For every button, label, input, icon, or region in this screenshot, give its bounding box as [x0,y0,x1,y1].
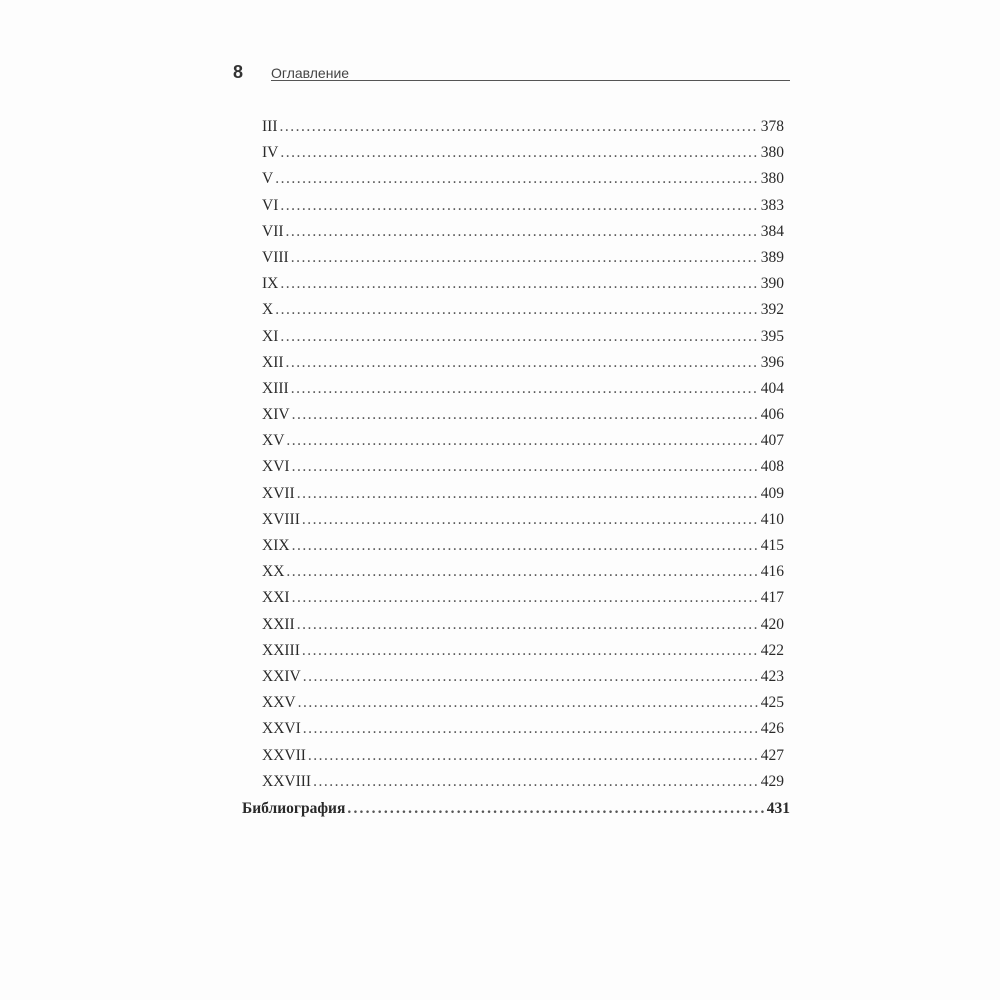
toc-entry-label: XXIII [262,641,300,659]
dot-leader [280,118,759,136]
toc-entry-page: 429 [760,772,784,790]
toc-entry [262,589,784,615]
toc-entry [262,563,784,589]
toc-entry-page: 378 [760,118,784,135]
toc-entry-label: XII [262,353,284,371]
header-rule [271,80,790,81]
toc-entry-page: 422 [760,641,784,659]
toc-entry-label: VII [262,222,284,240]
toc-entry [262,197,784,223]
dot-leader [308,747,759,765]
page-number: 8 [233,62,244,82]
dot-leader [347,800,764,818]
toc-entry-page: 425 [760,694,784,712]
toc-entry [262,328,784,354]
toc-entry-page: 383 [760,196,784,214]
dot-leader [275,301,759,319]
toc-entry [262,354,784,380]
dot-leader [291,380,759,398]
table-of-contents [262,118,784,799]
toc-entry [262,275,784,301]
toc-entry-label: XXII [262,615,295,633]
toc-entry [262,616,784,642]
toc-entry-label: XXVII [262,746,306,764]
toc-entry-page: 427 [760,746,784,764]
toc-entry-label: Библиография [242,800,346,817]
dot-leader [280,144,758,162]
toc-entry-label: XIV [262,406,290,424]
toc-entry-label: VI [262,196,279,214]
toc-entry-page: 380 [760,144,784,162]
toc-entry [262,249,784,275]
toc-entry-label: XXI [262,589,290,607]
toc-entry [262,380,784,406]
toc-entry [262,223,784,249]
toc-entry [262,720,784,746]
page-header [233,62,790,84]
toc-entry-label: XIII [262,379,289,397]
toc-entry [262,773,784,799]
toc-entry-label: XIX [262,537,290,554]
dot-leader [280,197,758,215]
toc-entry-label: X [262,301,274,319]
dot-leader [286,354,759,372]
toc-entry-page: 404 [760,379,784,397]
dot-leader [298,694,759,712]
dot-leader [302,511,759,529]
dot-leader [313,773,759,791]
toc-entry-bibliography [242,800,790,818]
toc-entry-page: 384 [760,222,784,240]
toc-entry-page: 417 [760,589,784,607]
toc-entry-page: 406 [760,406,784,424]
toc-entry-page: 416 [760,563,784,581]
toc-entry-label: XXVI [262,720,301,738]
dot-leader [275,170,759,188]
toc-entry [262,432,784,458]
dot-leader [303,668,759,686]
toc-entry-page: 392 [760,301,784,319]
toc-entry [262,668,784,694]
toc-entry-label: XV [262,432,285,450]
toc-entry-page: 423 [760,667,784,685]
dot-leader [292,589,759,607]
toc-entry [262,485,784,511]
dot-leader [286,432,758,450]
toc-entry-label: III [262,118,278,135]
toc-entry [262,458,784,484]
toc-entry [262,694,784,720]
toc-entry [262,747,784,773]
dot-leader [292,458,759,476]
toc-entry-page: 420 [760,615,784,633]
toc-entry [262,642,784,668]
dot-leader [297,485,759,503]
dot-leader [302,642,759,660]
toc-entry-page: 389 [760,248,784,266]
toc-entry-page: 408 [760,458,784,476]
toc-entry [262,118,784,144]
toc-entry-page: 395 [760,327,784,345]
dot-leader [303,720,759,738]
toc-entry-page: 407 [760,432,784,450]
toc-entry [262,144,784,170]
dot-leader [291,249,759,267]
toc-entry-label: XXIV [262,667,301,685]
dot-leader [286,563,758,581]
dot-leader [280,275,758,293]
toc-entry-label: XVIII [262,510,300,528]
toc-entry-label: XXV [262,694,296,712]
running-title: Оглавление [271,65,350,81]
toc-entry [262,406,784,432]
toc-entry-page: 426 [760,720,784,738]
toc-entry-label: IV [262,144,279,162]
toc-entry-page: 380 [760,170,784,188]
dot-leader [292,406,759,424]
toc-entry-label: IX [262,275,279,293]
toc-entry [262,170,784,196]
toc-entry-label: XVI [262,458,290,476]
toc-entry-page: 431 [766,800,790,817]
toc-entry-label: V [262,170,274,188]
toc-entry-page: 390 [760,275,784,293]
dot-leader [297,616,759,634]
toc-entry-page: 415 [760,537,784,554]
dot-leader [280,328,758,346]
toc-entry-page: 409 [760,484,784,502]
toc-entry-label: XXVIII [262,772,312,790]
toc-entry-label: XX [262,563,285,581]
toc-entry [262,301,784,327]
dot-leader [286,223,759,241]
toc-entry-page: 410 [760,510,784,528]
toc-entry [262,537,784,563]
toc-entry-label: VIII [262,248,289,266]
dot-leader [292,537,759,555]
toc-entry-label: XI [262,327,279,345]
toc-entry [262,511,784,537]
toc-entry-page: 396 [760,353,784,371]
toc-entry-label: XVII [262,484,295,502]
